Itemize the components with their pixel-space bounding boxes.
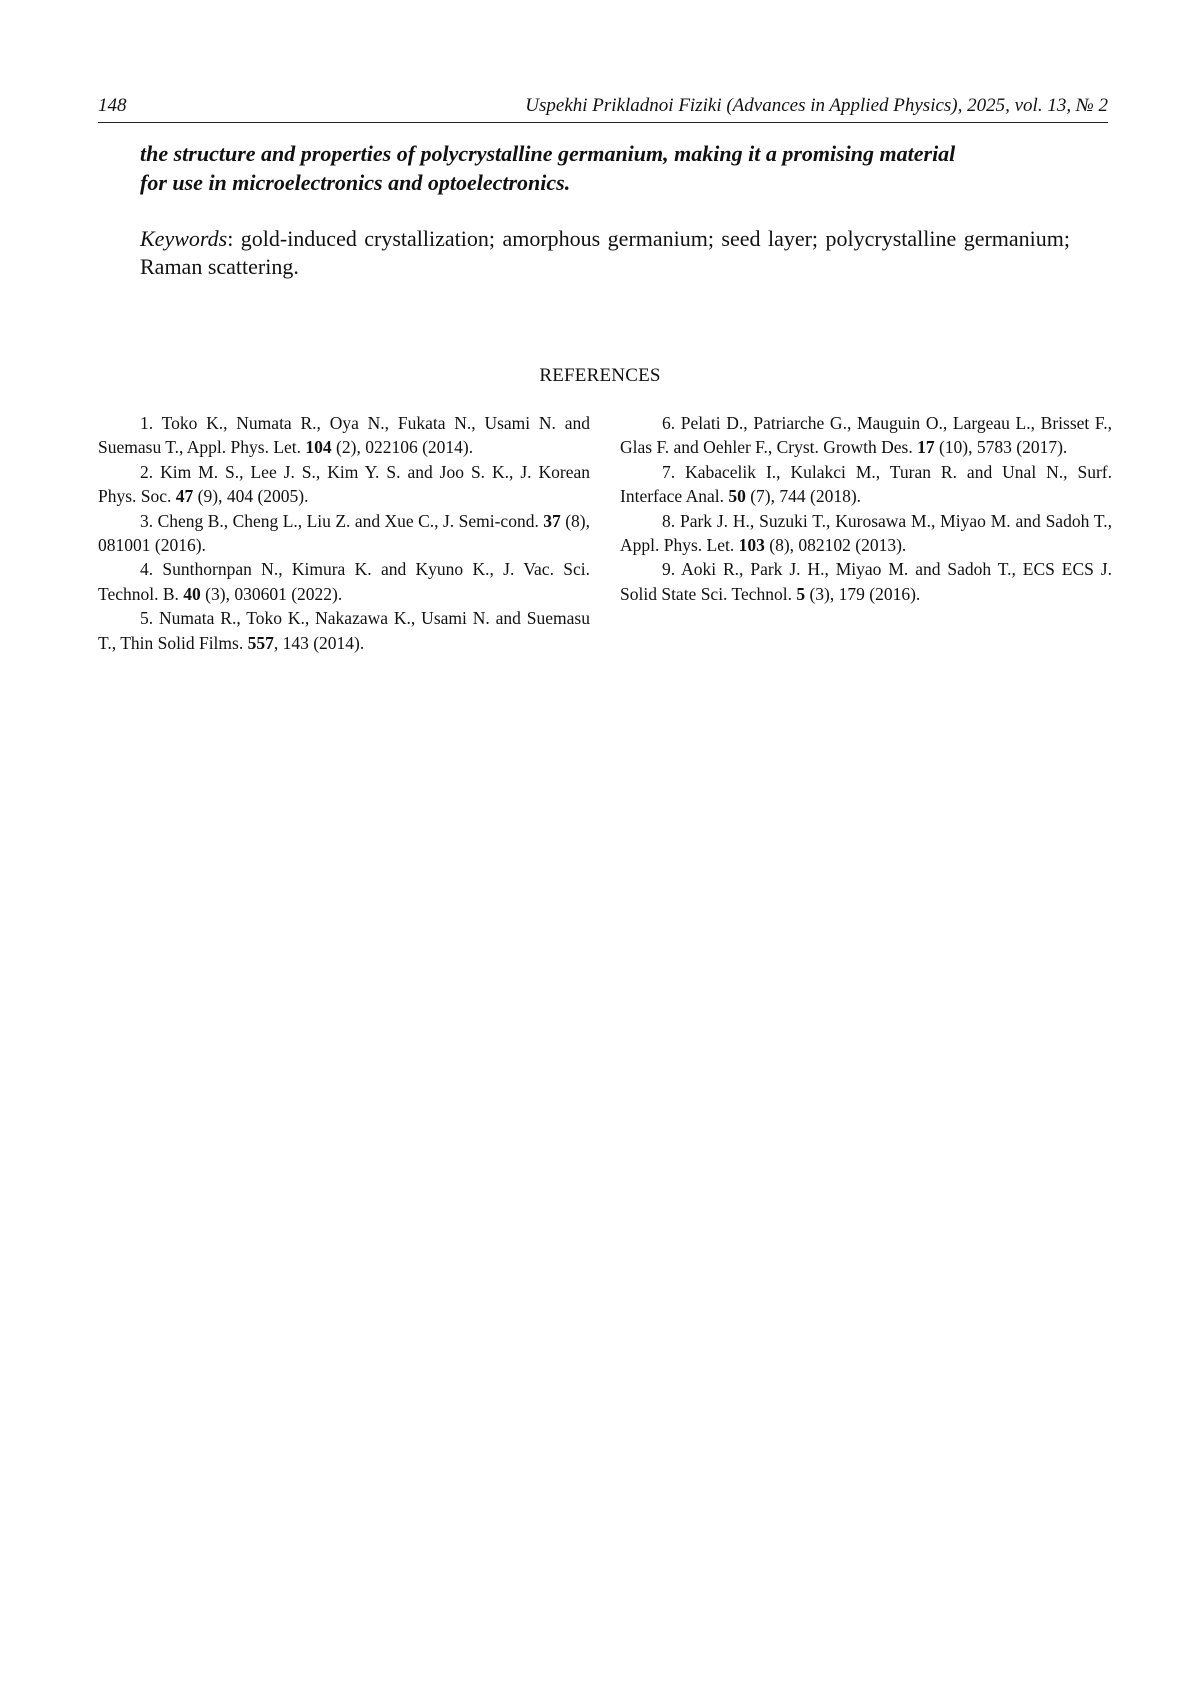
abstract-line: the structure and properties of polycrystalline germanium, making it a promising material — [140, 141, 956, 166]
running-header — [98, 92, 1108, 123]
reference-volume: 104 — [305, 437, 332, 458]
journal-title: Uspekhi Prikladnoi Fiziki (Advances in Applied Physics), 2025, vol. 13, № 2 — [525, 95, 1108, 116]
reference-volume: 5 — [796, 583, 806, 604]
reference-item: 8. Park J. H., Suzuki T., Kurosawa M., Miyao M. and Sadoh T., Appl. Phys. Let. 103 (8), 082102 (2013). — [620, 510, 1112, 556]
reference-volume: 37 — [543, 510, 561, 531]
references-heading: REFERENCES — [539, 365, 661, 386]
references-left-column — [98, 411, 590, 655]
reference-item: 5. Numata R., Toko K., Nakazawa K., Usami N. and Suemasu T., Thin Solid Films. 557, 143 (2014). — [98, 608, 590, 653]
reference-volume: 557 — [247, 632, 274, 653]
abstract-line: for use in microelectronics and optoelectronics. — [140, 170, 571, 195]
reference-item: 4. Sunthornpan N., Kimura K. and Kyuno K., J. Vac. Sci. Technol. B. 40 (3), 030601 (2022). — [98, 559, 590, 604]
reference-volume: 17 — [917, 437, 935, 458]
abstract-conclusion — [140, 139, 1070, 197]
reference-item: 7. Kabacelik I., Kulakci M., Turan R. and Unal N., Surf. Interface Anal. 50 (7), 744 (2018). — [620, 461, 1112, 507]
reference-item: 2. Kim M. S., Lee J. S., Kim Y. S. and Joo S. K., J. Korean Phys. Soc. 47 (9), 404 (2005). — [98, 461, 590, 507]
reference-volume: 47 — [175, 486, 194, 507]
reference-volume: 103 — [738, 535, 765, 556]
keywords-text: : gold-induced crystallization; amorphous germanium; seed layer; polycrystalline germanium; Raman scattering. — [140, 226, 1070, 279]
reference-item: 6. Pelati D., Patriarche G., Mauguin O., Largeau L., Brisset F., Glas F. and Oehler F., Cryst. Growth Des. 17 (10), 5783 (2017). — [620, 413, 1112, 458]
reference-item: 1. Toko K., Numata R., Oya N., Fukata N., Usami N. and Suemasu T., Appl. Phys. Let. 104 (2), 022106 (2014). — [98, 413, 590, 458]
keywords — [140, 225, 1070, 281]
reference-item: 9. Aoki R., Park J. H., Miyao M. and Sadoh T., ECS ECS J. Solid State Sci. Technol. 5 (3), 179 (2016). — [620, 559, 1112, 604]
reference-item: 3. Cheng B., Cheng L., Liu Z. and Xue C., J. Semi-cond. 37 (8), 081001 (2016). — [98, 510, 590, 556]
reference-volume: 40 — [183, 583, 201, 604]
page-number: 148 — [98, 95, 127, 116]
keywords-label: Keywords — [140, 226, 228, 251]
reference-volume: 50 — [728, 486, 746, 507]
references-right-column — [620, 411, 1112, 606]
